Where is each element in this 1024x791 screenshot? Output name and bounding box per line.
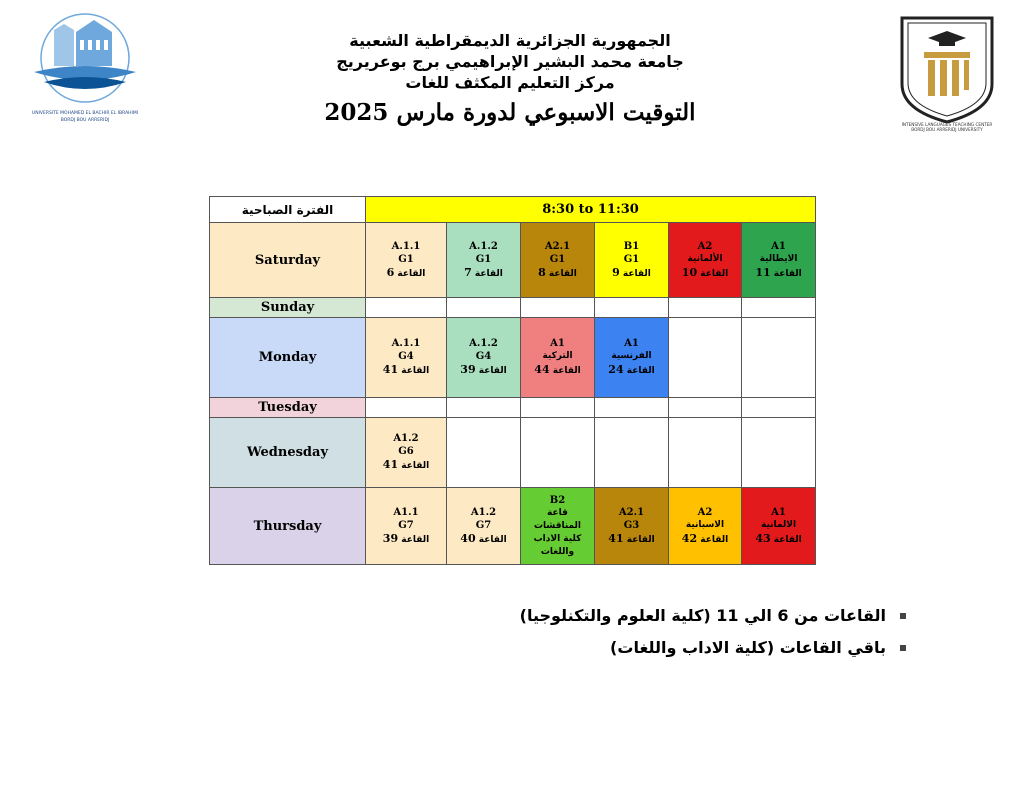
session-cell bbox=[669, 418, 742, 488]
course-level: A2 bbox=[697, 506, 713, 518]
period-label: الفترة الصباحية bbox=[210, 197, 366, 223]
room-label: القاعة bbox=[700, 268, 729, 279]
course-detail: G7 bbox=[475, 519, 492, 531]
day-label: Saturday bbox=[210, 223, 366, 298]
session-cell bbox=[366, 398, 447, 418]
course-level: A2.1 bbox=[544, 240, 571, 252]
session-cell bbox=[366, 223, 447, 298]
room-number: 42 bbox=[681, 531, 698, 545]
course-detail: الاسبانية bbox=[685, 519, 725, 530]
room-info bbox=[521, 266, 594, 281]
course-detail: التركية bbox=[542, 351, 573, 361]
session-cell bbox=[366, 418, 447, 488]
logo-caption-1: UNIVERSITE MOHAMED EL BACHIR EL IBRAHIMI bbox=[31, 111, 139, 116]
room-info bbox=[447, 532, 520, 547]
room-number: 39 bbox=[382, 531, 399, 545]
room-number: 11 bbox=[755, 265, 771, 279]
session-cell bbox=[447, 223, 521, 298]
course-detail: المناقشات bbox=[533, 520, 582, 531]
room-label: القاعة bbox=[401, 534, 430, 545]
session-cell bbox=[366, 488, 447, 565]
course-level: A1.2 bbox=[470, 506, 497, 518]
day-label: Sunday bbox=[210, 298, 366, 318]
session-cell bbox=[521, 488, 595, 565]
course-level: B2 bbox=[549, 494, 566, 506]
room-label: القاعة bbox=[626, 366, 655, 376]
session-cell bbox=[521, 298, 595, 318]
schedule-row bbox=[210, 488, 816, 565]
header-country: الجمهورية الجزائرية الديمقراطية الشعبية bbox=[349, 31, 671, 50]
course-level: A1.2 bbox=[393, 433, 419, 444]
course-detail: G6 bbox=[398, 446, 414, 457]
room-label: القاعة bbox=[401, 366, 430, 376]
course-level: A.1.1 bbox=[391, 240, 421, 252]
schedule-row bbox=[210, 223, 816, 298]
session-cell bbox=[742, 298, 816, 318]
room-info bbox=[742, 532, 815, 547]
course-level: B1 bbox=[623, 240, 640, 252]
room-info bbox=[366, 266, 446, 281]
room-number: 41 bbox=[382, 458, 399, 471]
course-level: A1 bbox=[624, 338, 639, 349]
room-number: 44 bbox=[534, 363, 550, 376]
course-level: A1.1 bbox=[393, 506, 419, 518]
course-level: A1 bbox=[771, 506, 786, 518]
session-cell bbox=[742, 223, 816, 298]
room-number: 24 bbox=[608, 363, 624, 376]
course-level: A1 bbox=[771, 240, 786, 252]
course-detail: G1 bbox=[475, 253, 492, 265]
room-number: 6 bbox=[386, 265, 395, 279]
session-cell bbox=[669, 298, 742, 318]
room-number: 9 bbox=[612, 265, 620, 279]
session-cell bbox=[595, 488, 669, 565]
page-title: التوقيت الاسبوعي لدورة مارس 2025 bbox=[324, 99, 696, 126]
room-info bbox=[595, 266, 668, 281]
course-detail: G4 bbox=[398, 351, 414, 362]
course-detail: الألمانية bbox=[687, 253, 723, 264]
room-label: القاعة bbox=[700, 534, 729, 545]
session-cell bbox=[669, 223, 742, 298]
session-cell bbox=[669, 318, 742, 398]
session-cell bbox=[521, 398, 595, 418]
course-detail: الايطالية bbox=[759, 253, 798, 264]
schedule-row bbox=[210, 318, 816, 398]
room-number: 39 bbox=[460, 363, 476, 376]
session-cell bbox=[447, 318, 521, 398]
room-info bbox=[669, 266, 741, 281]
center-logo bbox=[888, 14, 1006, 132]
table-header-row bbox=[210, 197, 816, 223]
day-label: Monday bbox=[210, 318, 366, 398]
room-info bbox=[669, 532, 741, 547]
header-university: جامعة محمد البشير الإبراهيمي برج بوعريريج bbox=[336, 52, 684, 71]
session-cell bbox=[742, 418, 816, 488]
schedule-row bbox=[210, 298, 816, 318]
room-info bbox=[742, 266, 815, 281]
course-detail: G1 bbox=[398, 253, 414, 265]
course-detail: الفرنسية bbox=[611, 351, 652, 361]
room-label: القاعة bbox=[626, 534, 655, 545]
session-cell bbox=[447, 418, 521, 488]
room-number: 41 bbox=[608, 531, 624, 545]
course-level: A1 bbox=[550, 338, 565, 349]
room-info bbox=[366, 458, 446, 473]
course-detail: واللغات bbox=[540, 546, 575, 557]
course-level: A2 bbox=[697, 240, 713, 252]
time-slot-label: 8:30 to 11:30 bbox=[366, 197, 816, 223]
session-cell bbox=[521, 223, 595, 298]
session-cell bbox=[742, 398, 816, 418]
center-logo-caption-2: BORDJ BOU ARRERIDJ UNIVERSITY bbox=[911, 127, 983, 132]
room-label: القاعة bbox=[773, 268, 802, 279]
room-label: القاعة bbox=[552, 366, 581, 376]
session-cell bbox=[447, 488, 521, 565]
room-number: 43 bbox=[755, 531, 771, 545]
room-info bbox=[521, 363, 594, 378]
course-detail: G1 bbox=[549, 253, 566, 265]
room-number: 7 bbox=[464, 265, 472, 279]
session-cell bbox=[742, 488, 816, 565]
room-label: القاعة bbox=[548, 268, 577, 279]
session-cell bbox=[521, 418, 595, 488]
day-label: Tuesday bbox=[210, 398, 366, 418]
note-item bbox=[520, 632, 906, 664]
room-info bbox=[366, 363, 446, 378]
note-item bbox=[520, 600, 906, 632]
course-level: A.1.2 bbox=[469, 240, 498, 252]
session-cell bbox=[669, 488, 742, 565]
bullet-icon bbox=[900, 613, 906, 619]
room-label: القاعة bbox=[478, 534, 507, 545]
course-level: A.1.1 bbox=[391, 338, 421, 349]
room-number: 41 bbox=[382, 363, 399, 376]
schedule-row bbox=[210, 418, 816, 488]
course-detail: كلية الاداب bbox=[533, 533, 582, 544]
session-cell bbox=[595, 398, 669, 418]
room-label: القاعة bbox=[622, 268, 651, 279]
session-cell bbox=[447, 398, 521, 418]
center-logo-caption-1: INTENSIVE LANGUAGES TEACHING CENTER bbox=[901, 122, 993, 127]
room-label: القاعة bbox=[397, 268, 426, 279]
day-label: Wednesday bbox=[210, 418, 366, 488]
session-cell bbox=[366, 318, 447, 398]
logo-caption-2: BORDJ BOU ARRERIDJ bbox=[60, 118, 110, 123]
session-cell bbox=[595, 223, 669, 298]
session-cell bbox=[595, 318, 669, 398]
course-detail: الالمانية bbox=[760, 519, 797, 530]
room-info bbox=[595, 363, 668, 378]
room-info bbox=[447, 363, 520, 378]
room-info bbox=[595, 532, 668, 547]
session-cell bbox=[742, 318, 816, 398]
session-cell bbox=[447, 298, 521, 318]
note-text: القاعات من 6 الي 11 (كلية العلوم والتكنلوجيا) bbox=[519, 606, 886, 625]
course-detail: قاعة bbox=[547, 507, 568, 518]
session-cell bbox=[595, 418, 669, 488]
course-level: A.1.2 bbox=[469, 338, 498, 349]
header-center: مركز التعليم المكثف للغات bbox=[405, 73, 615, 92]
room-label: القاعة bbox=[773, 534, 802, 545]
notes-list bbox=[520, 600, 906, 664]
course-detail: G3 bbox=[623, 519, 640, 531]
course-detail: G4 bbox=[475, 351, 492, 362]
weekly-schedule-table bbox=[209, 196, 816, 565]
room-label: القاعة bbox=[478, 366, 507, 376]
room-info bbox=[447, 266, 520, 281]
schedule-row bbox=[210, 398, 816, 418]
session-cell bbox=[669, 398, 742, 418]
session-cell bbox=[521, 318, 595, 398]
document-header bbox=[300, 30, 720, 131]
day-label: Thursday bbox=[210, 488, 366, 565]
session-cell bbox=[366, 298, 447, 318]
course-detail: G7 bbox=[398, 519, 414, 531]
room-info bbox=[366, 532, 446, 547]
room-label: القاعة bbox=[401, 461, 430, 471]
note-text: باقي القاعات (كلية الاداب واللغات) bbox=[610, 638, 886, 657]
room-number: 10 bbox=[681, 265, 698, 279]
room-number: 8 bbox=[538, 265, 546, 279]
room-number: 40 bbox=[460, 531, 476, 545]
university-logo bbox=[24, 10, 146, 130]
course-detail: G1 bbox=[623, 253, 640, 265]
course-level: A2.1 bbox=[618, 506, 645, 518]
bullet-icon bbox=[900, 645, 906, 651]
room-label: القاعة bbox=[474, 268, 503, 279]
session-cell bbox=[595, 298, 669, 318]
